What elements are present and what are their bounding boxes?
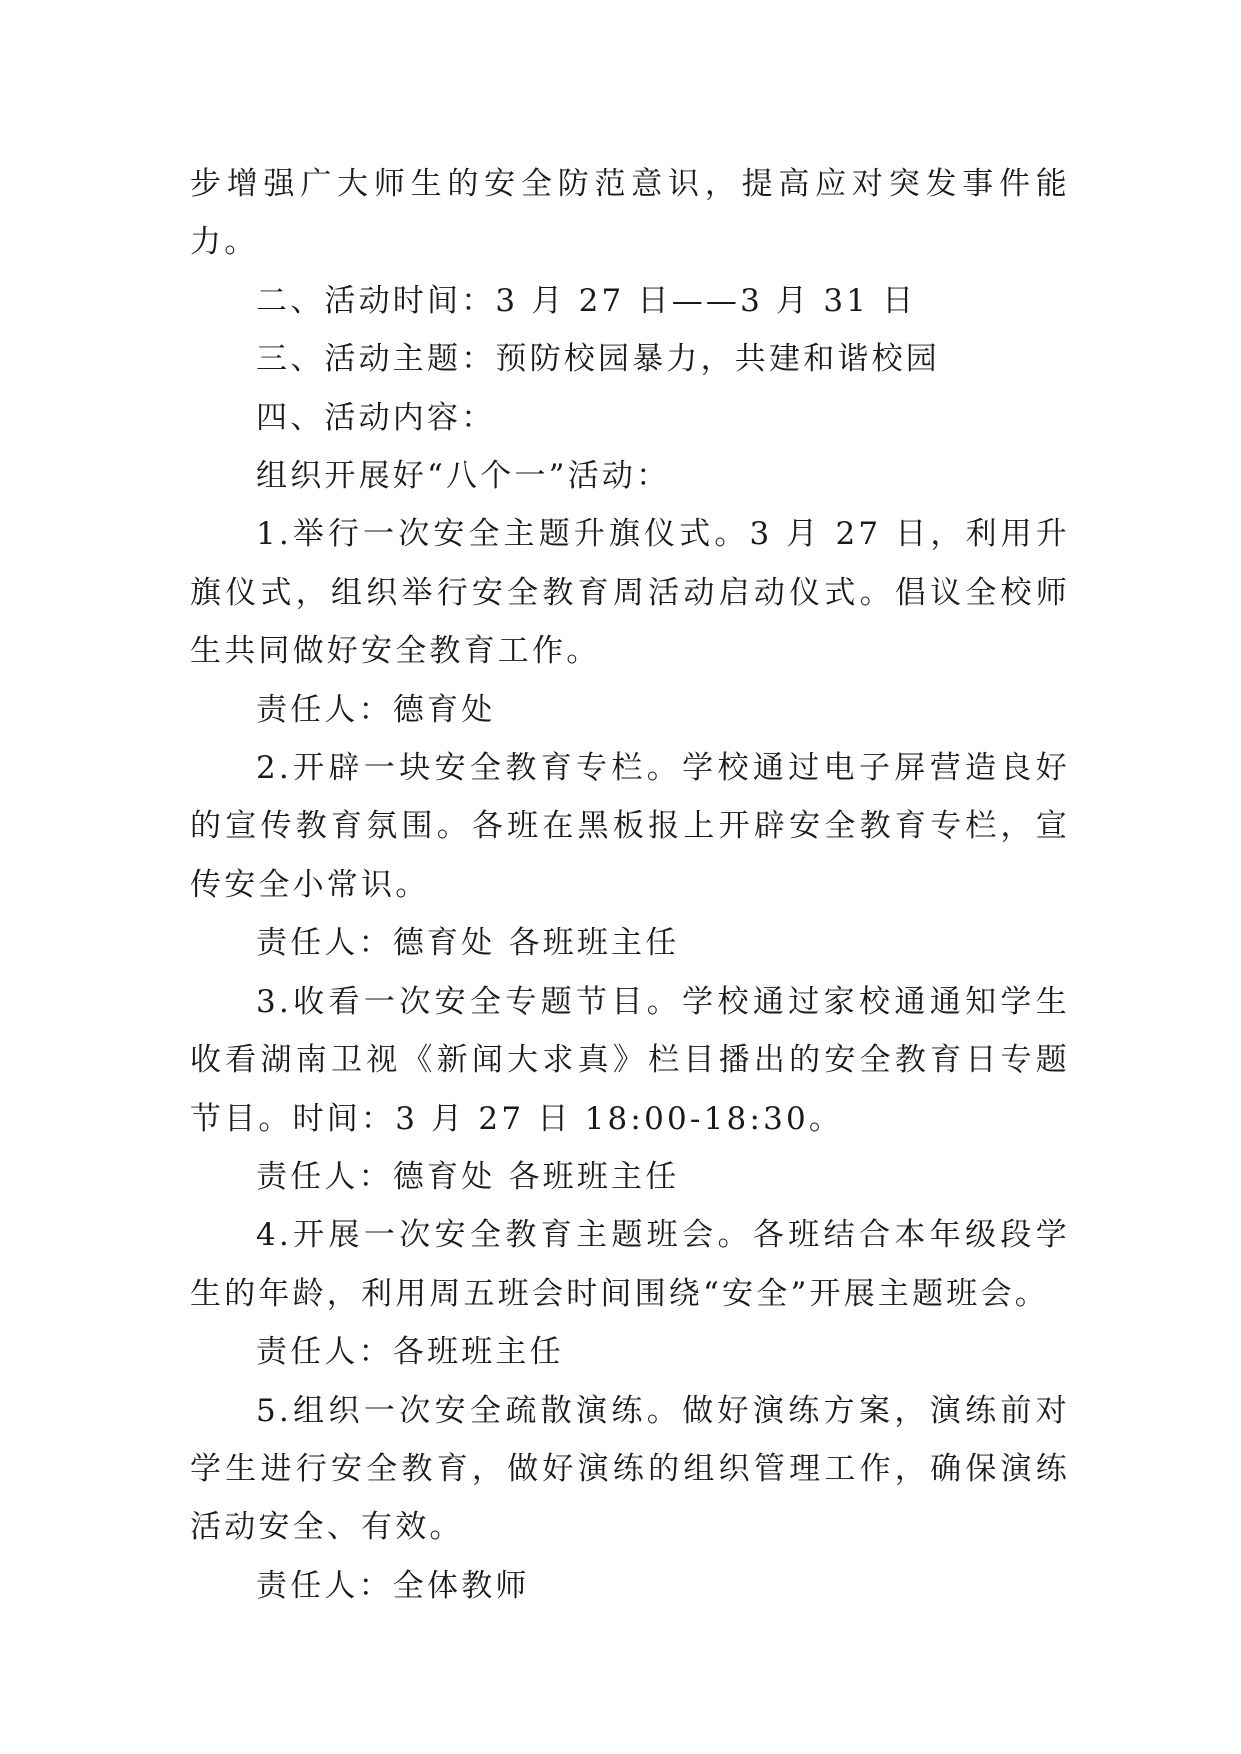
paragraph-item-1: 1.举行一次安全主题升旗仪式。3 月 27 日，利用升旗仪式，组织举行安全教育周活动启动仪式。倡议全校师生共同做好安全教育工作。 <box>190 516 1070 670</box>
paragraph-item-4-owner: 责任人：各班班主任 <box>256 1334 564 1371</box>
paragraph-item-2: 2.开辟一块安全教育专栏。学校通过电子屏营造良好的宣传教育氛围。各班在黑板报上开辟安全教育专栏，宣传安全小常识。 <box>190 750 1070 903</box>
document-page <box>190 155 1070 1615</box>
paragraph-intro-continuation: 步增强广大师生的安全防范意识，提高应对突发事件能力。 <box>190 166 1070 261</box>
paragraph-item-5: 5.组织一次安全疏散演练。做好演练方案，演练前对学生进行安全教育，做好演练的组织管理工作，确保演练活动安全、有效。 <box>190 1392 1070 1546</box>
paragraph-eight-activities: 组织开展好“八个一”活动： <box>256 458 671 495</box>
paragraph-activity-theme: 三、活动主题：预防校园暴力，共建和谐校园 <box>256 341 940 378</box>
paragraph-item-3: 3.收看一次安全专题节目。学校通过家校通通知学生收看湖南卫视《新闻大求真》栏目播出的安全教育日专题节目。时间：3 月 27 日 18:00-18:30。 <box>190 983 1070 1137</box>
paragraph-item-1-owner: 责任人：德育处 <box>256 691 496 728</box>
paragraph-activity-content-heading: 四、活动内容： <box>256 399 496 436</box>
paragraph-item-3-owner: 责任人：德育处 各班班主任 <box>256 1158 680 1195</box>
paragraph-item-2-owner: 责任人：德育处 各班班主任 <box>256 925 680 962</box>
paragraph-item-4: 4.开展一次安全教育主题班会。各班结合本年级段学生的年龄，利用周五班会时间围绕“安全”开展主题班会。 <box>190 1217 1070 1312</box>
paragraph-activity-time: 二、活动时间：3 月 27 日——3 月 31 日 <box>256 282 917 319</box>
paragraph-item-5-owner: 责任人：全体教师 <box>256 1567 530 1604</box>
